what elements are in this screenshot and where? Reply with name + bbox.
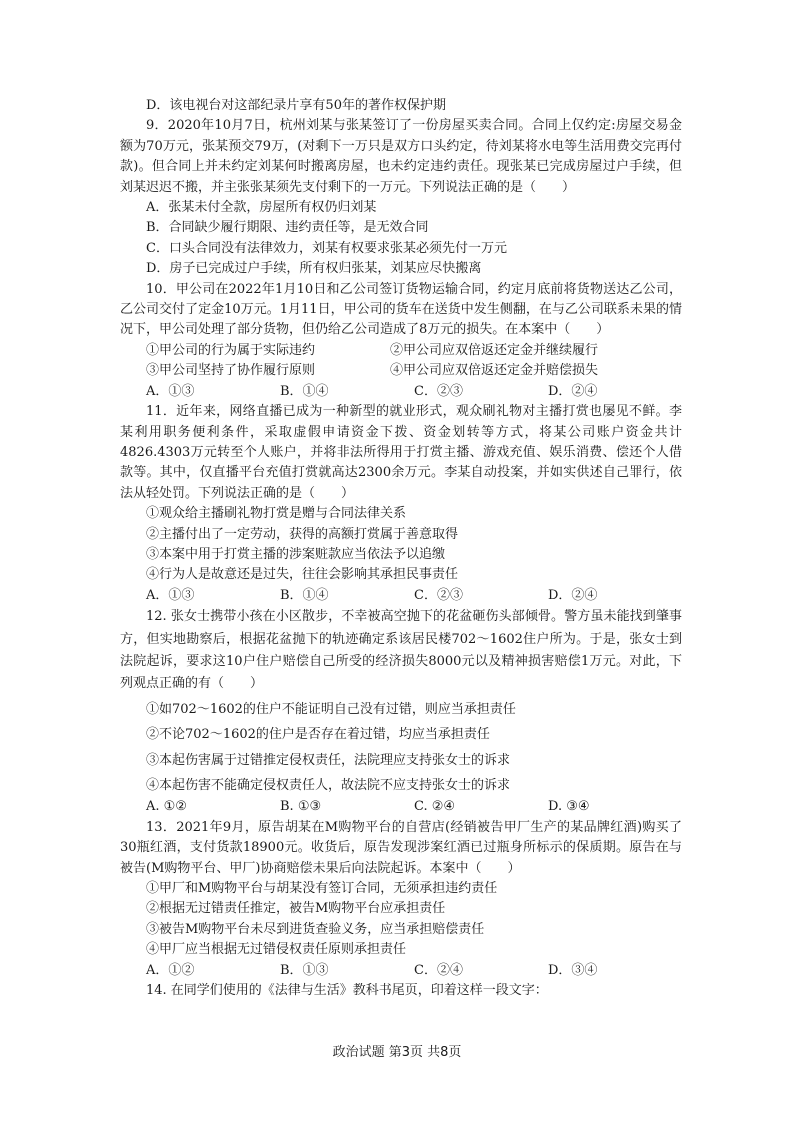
q12-statement-1: ①如702～1602的住户不能证明自己没有过错，则应当承担责任 [146, 701, 516, 717]
question-11 [120, 402, 682, 606]
q11-choice-a: A．①③ [146, 587, 195, 603]
q13-statement-3: ③被告M购物平台未尽到进货查验义务，应当承担赔偿责任 [146, 921, 485, 937]
q13-choices [120, 961, 682, 981]
q12-choice-c: C. ②④ [414, 799, 456, 815]
q13-statement-4: ④甲厂应当根据无过错侵权责任原则承担责任 [146, 942, 407, 958]
q13-statement-2: ②根据无过错责任推定，被告M购物平台应承担责任 [146, 901, 446, 917]
q10-statement-3: ③甲公司坚持了协作履行原则 [146, 363, 316, 379]
q13-choice-c: C．②④ [414, 962, 463, 978]
q11-statement-2: ②主播付出了一定劳动，获得的高额打赏属于善意取得 [146, 526, 459, 542]
q9-option-a: A．张某未付全款，房屋所有权仍归刘某 [146, 200, 377, 216]
q14-stem: 14. 在同学们使用的《法律与生活》教科书尾页，印着这样一段文字： [146, 983, 548, 999]
q13-statement-1: ①甲厂和M购物平台与胡某没有签订合同，无须承担违约责任 [146, 881, 498, 897]
q10-statements-row-2 [120, 361, 682, 381]
q9-option-c: C．口头合同没有法律效力，刘某有权要求张某必须先付一万元 [146, 240, 507, 256]
q11-choices [120, 586, 682, 606]
question-14 [120, 981, 682, 1001]
q12-choice-a: A. ①② [146, 799, 187, 815]
q12-choices [120, 797, 682, 817]
q11-choice-d: D．②④ [548, 587, 598, 603]
q11-choice-c: C．②③ [414, 587, 463, 603]
q10-choice-a: A．①③ [146, 383, 195, 399]
q10-statements-row-1 [120, 341, 682, 361]
q13-stem: 13．2021年9月，原告胡某在M购物平台的自营店(经销被告甲厂生产的某品牌红酒)购买了30瓶红酒，支付货款18900元。收货后，原告发现涉案红酒已过瓶身所标示的保质期。原告在与被告(M购物平台、甲厂)协商赔偿未果后向法院起诉。本案中（ ） [120, 819, 682, 876]
q12-choice-b: B. ①③ [280, 799, 322, 815]
q12-statement-3: ③本起伤害属于过错推定侵权责任，法院理应支持张女士的诉求 [146, 752, 511, 768]
question-13 [120, 818, 682, 981]
q10-choice-d: D．②④ [548, 383, 598, 399]
q8-option-d: D．该电视台对这部纪录片享有50年的著作权保护期 [146, 98, 446, 113]
q9-option-b: B．合同缺少履行期限、违约责任等，是无效合同 [146, 220, 429, 236]
q12-statement-4: ④本起伤害不能确定侵权责任人，故法院不应支持张女士的诉求 [146, 778, 511, 793]
q9-stem: 9．2020年10月7日，杭州刘某与张某签订了一份房屋买卖合同。合同上仅约定:房屋交易金额为70万元，张某预交79万，(对剩下一万只是双方口头约定，待刘某将水电等生活用费交完再付款)。但合同上并未约定刘某何时搬离房屋，也未约定违约责任。现张某已完成房屋过户手续，但刘某迟迟不搬，并主张张某须先支付剩下的一万元。下列说法正确的是（ ） [120, 118, 682, 195]
question-9 [120, 116, 682, 279]
question-10 [120, 280, 682, 402]
q11-stem: 11．近年来，网络直播已成为一种新型的就业形式，观众刷礼物对主播打赏也屡见不鲜。李某利用职务便利条件，采取虚假申请资金下拨、资金划转等方式，将某公司账户资金共计4826.4303万元转至个人账户，并将非法所得用于打赏主播、游戏充值、娱乐消费、偿还个人借款等。其中，仅直播平台充值打赏就高达2300余万元。李某自动投案，并如实供述自己罪行，依法从轻处罚。下列说法正确的是（ ） [120, 404, 682, 501]
q11-statement-3: ③本案中用于打赏主播的涉案赃款应当依法予以追缴 [146, 546, 446, 562]
q11-statement-4: ④行为人是故意还是过失，往往会影响其承担民事责任 [146, 567, 459, 583]
q10-statement-4: ④甲公司应双倍返还定金并赔偿损失 [390, 363, 599, 379]
page-footer: 政治试题 第3页 共8页 [332, 1045, 462, 1060]
q9-option-d: D．房子已完成过户手续，所有权归张某，刘某应尽快搬离 [146, 261, 482, 277]
q11-choice-b: B．①④ [280, 587, 329, 603]
q13-choice-d: D．③④ [548, 962, 598, 978]
q12-stem: 12. 张女士携带小孩在小区散步，不幸被高空抛下的花盆砸伤头部倾骨。警方虽未能找到肇事方，但实地勘察后，根据花盆抛下的轨迹确定系该居民楼702～1602住户所为。于是，张女士到法院起诉，要求这10户住户赔偿自己所受的经济损失8000元以及精神损害赔偿1万元。对此，下列观点正确的有（ ） [120, 609, 682, 692]
q10-choice-c: C．②③ [414, 383, 463, 399]
q10-choice-b: B．①④ [280, 383, 329, 399]
q12-statement-2: ②不论702～1602的住户是否存在着过错，均应当承担责任 [146, 727, 490, 743]
q12-choice-d: D. ③④ [548, 799, 590, 815]
q10-stem: 10．甲公司在2022年1月10日和乙公司签订货物运输合同，约定月底前将货物送达乙公司，乙公司交付了定金10万元。1月11日，甲公司的货车在送货中发生侧翻，在与乙公司联系未果的情况下，甲公司处理了部分货物，但仍给乙公司造成了8万元的损失。在本案中（ ） [120, 281, 682, 338]
q13-choice-b: B．①③ [280, 962, 329, 978]
q10-choices [120, 382, 682, 402]
question-12 [120, 606, 682, 818]
q11-statement-1: ①观众给主播刷礼物打赏是赠与合同法律关系 [146, 506, 407, 522]
q10-statement-2: ②甲公司应双倍返还定金并继续履行 [390, 342, 599, 358]
q10-statement-1: ①甲公司的行为属于实际违约 [146, 342, 316, 358]
page-content [120, 96, 682, 1001]
q13-choice-a: A．①② [146, 962, 195, 978]
